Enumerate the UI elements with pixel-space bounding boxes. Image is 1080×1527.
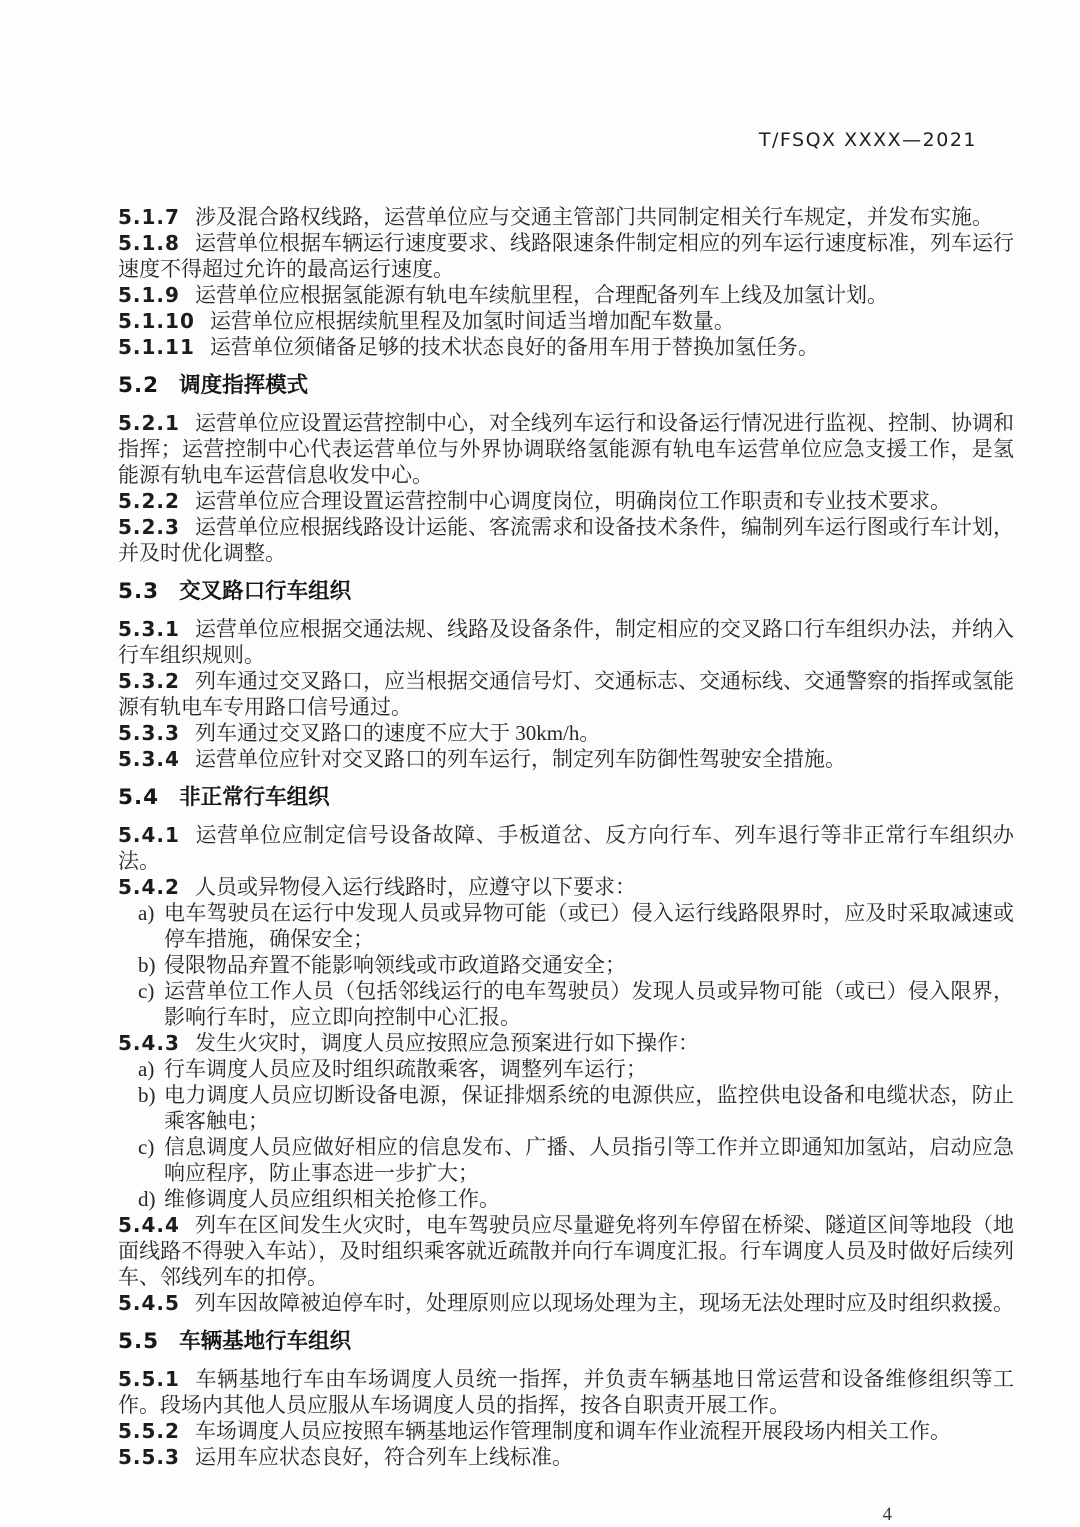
section-number: 5.3 xyxy=(118,579,160,604)
section-heading xyxy=(118,1329,1014,1355)
clause-number: 5.3.4 xyxy=(118,747,180,771)
section-title: 交叉路口行车组织 xyxy=(179,579,352,604)
list-item-label: c) xyxy=(138,1135,155,1159)
clause xyxy=(118,204,1014,230)
list-item-label: b) xyxy=(138,953,156,977)
list-item xyxy=(138,952,1014,978)
clause-text: 运营单位应根据交通法规、线路及设备条件，制定相应的交叉路口行车组织办法，并纳入行车组织规则。 xyxy=(118,617,1014,667)
section-number: 5.5 xyxy=(118,1329,160,1354)
clause xyxy=(118,616,1014,668)
clause xyxy=(118,668,1014,720)
clause-sublist xyxy=(118,900,1014,1030)
list-item xyxy=(138,900,1014,952)
clause-text: 车场调度人员应按照车辆基地运作管理制度和调车作业流程开展段场内相关工作。 xyxy=(194,1419,951,1443)
clause-number: 5.3.2 xyxy=(118,669,180,693)
clause-text: 列车因故障被迫停车时，处理原则应以现场处理为主，现场无法处理时应及时组织救援。 xyxy=(194,1291,1014,1315)
clause xyxy=(118,822,1014,874)
clause-number: 5.1.9 xyxy=(118,283,180,307)
clause-text: 列车通过交叉路口，应当根据交通信号灯、交通标志、交通标线、交通警察的指挥或氢能源有轨电车专用路口信号通过。 xyxy=(118,669,1014,719)
clause xyxy=(118,1418,1014,1444)
list-item-label: a) xyxy=(138,1057,155,1081)
clause-text: 运营单位应合理设置运营控制中心调度岗位，明确岗位工作职责和专业技术要求。 xyxy=(194,489,951,513)
section-title: 非正常行车组织 xyxy=(179,785,330,810)
standard-code-header: T/FSQX XXXX—2021 xyxy=(758,129,977,151)
clause-number: 5.4.1 xyxy=(118,823,180,847)
clause-text: 运营单位应制定信号设备故障、手板道岔、反方向行车、列车退行等非正常行车组织办法。 xyxy=(118,823,1014,873)
list-item-label: b) xyxy=(138,1083,156,1107)
clause xyxy=(118,230,1014,282)
clause-number: 5.3.3 xyxy=(118,721,180,745)
clause-number: 5.1.8 xyxy=(118,231,180,255)
list-item-text: 行车调度人员应及时组织疏散乘客，调整列车运行； xyxy=(164,1057,647,1081)
clause xyxy=(118,410,1014,488)
clause-number: 5.4.2 xyxy=(118,875,180,899)
list-item-text: 侵限物品弃置不能影响领线或市政道路交通安全； xyxy=(164,953,626,977)
section-heading xyxy=(118,785,1014,811)
clause-number: 5.1.11 xyxy=(118,335,195,359)
clause xyxy=(118,746,1014,772)
clause-text: 车辆基地行车由车场调度人员统一指挥，并负责车辆基地日常运营和设备维修组织等工作。段场内其他人员应服从车场调度人员的指挥，按各自职责开展工作。 xyxy=(118,1367,1014,1417)
list-item-text: 电力调度人员应切断设备电源，保证排烟系统的电源供应，监控供电设备和电缆状态，防止乘客触电； xyxy=(164,1083,1014,1133)
clause xyxy=(118,488,1014,514)
list-item xyxy=(138,1082,1014,1134)
clause-text: 人员或异物侵入运行线路时，应遵守以下要求： xyxy=(194,875,636,899)
clause-number: 5.1.10 xyxy=(118,309,195,333)
clause-number: 5.5.1 xyxy=(118,1367,180,1391)
list-item-text: 运营单位工作人员（包括邻线运行的电车驾驶员）发现人员或异物可能（或已）侵入限界，影响行车时，应立即向控制中心汇报。 xyxy=(164,979,1014,1029)
clause-text: 涉及混合路权线路，运营单位应与交通主管部门共同制定相关行车规定，并发布实施。 xyxy=(194,205,993,229)
page-number: 4 xyxy=(882,1504,892,1525)
list-item-text: 信息调度人员应做好相应的信息发布、广播、人员指引等工作并立即通知加氢站，启动应急响应程序，防止事态进一步扩大； xyxy=(164,1135,1014,1185)
section-number: 5.2 xyxy=(118,373,160,398)
clause-text: 列车在区间发生火灾时，电车驾驶员应尽量避免将列车停留在桥梁、隧道区间等地段（地面线路不得驶入车站），及时组织乘客就近疏散并向行车调度汇报。行车调度人员及时做好后续列车、邻线列车的扣停。 xyxy=(118,1213,1014,1289)
clause xyxy=(118,334,1014,360)
section-heading xyxy=(118,579,1014,605)
list-item-label: a) xyxy=(138,901,155,925)
clause-number: 5.2.2 xyxy=(118,489,180,513)
clause xyxy=(118,308,1014,334)
clause-number: 5.4.3 xyxy=(118,1031,180,1055)
clause xyxy=(118,1444,1014,1470)
clause xyxy=(118,1030,1014,1056)
clause xyxy=(118,1366,1014,1418)
clause-number: 5.4.5 xyxy=(118,1291,180,1315)
list-item xyxy=(138,1134,1014,1186)
clause-text: 运用车应状态良好，符合列车上线标准。 xyxy=(194,1445,573,1469)
clause-text: 运营单位应设置运营控制中心，对全线列车运行和设备运行情况进行监视、控制、协调和指挥；运营控制中心代表运营单位与外界协调联络氢能源有轨电车运营单位应急支援工作，是氢能源有轨电车运营信息收发中心。 xyxy=(118,411,1014,487)
clause-number: 5.2.3 xyxy=(118,515,180,539)
list-item-label: c) xyxy=(138,979,155,1003)
clause-text: 运营单位须储备足够的技术状态良好的备用车用于替换加氢任务。 xyxy=(209,335,819,359)
clause xyxy=(118,874,1014,900)
clause-text: 运营单位应针对交叉路口的列车运行，制定列车防御性驾驶安全措施。 xyxy=(194,747,846,771)
clause-text: 运营单位应根据续航里程及加氢时间适当增加配车数量。 xyxy=(209,309,735,333)
clause-sublist xyxy=(118,1056,1014,1212)
clause xyxy=(118,1212,1014,1290)
section-heading xyxy=(118,373,1014,399)
clause xyxy=(118,1290,1014,1316)
clause xyxy=(118,514,1014,566)
list-item-text: 电车驾驶员在运行中发现人员或异物可能（或已）侵入运行线路限界时，应及时采取减速或停车措施，确保安全； xyxy=(164,901,1014,951)
section-title: 车辆基地行车组织 xyxy=(179,1329,352,1354)
page-footer xyxy=(118,1504,1014,1526)
clause xyxy=(118,720,1014,746)
clause-text: 运营单位应根据线路设计运能、客流需求和设备技术条件，编制列车运行图或行车计划，并及时优化调整。 xyxy=(118,515,1014,565)
clause-number: 5.1.7 xyxy=(118,205,180,229)
list-item xyxy=(138,1056,1014,1082)
section-number: 5.4 xyxy=(118,785,160,810)
list-item xyxy=(138,1186,1014,1212)
list-item xyxy=(138,978,1014,1030)
list-item-label: d) xyxy=(138,1187,156,1211)
clause-number: 5.2.1 xyxy=(118,411,180,435)
clause-text: 发生火灾时，调度人员应按照应急预案进行如下操作： xyxy=(194,1031,699,1055)
clause-number: 5.5.2 xyxy=(118,1419,180,1443)
clause-number: 5.4.4 xyxy=(118,1213,180,1237)
list-item-text: 维修调度人员应组织相关抢修工作。 xyxy=(164,1187,500,1211)
clause-text: 运营单位应根据氢能源有轨电车续航里程，合理配备列车上线及加氢计划。 xyxy=(194,283,888,307)
document-body xyxy=(118,204,1014,1526)
clause-number: 5.5.3 xyxy=(118,1445,180,1469)
clause-text: 列车通过交叉路口的速度不应大于 30km/h。 xyxy=(194,721,601,745)
section-title: 调度指挥模式 xyxy=(179,373,309,398)
clause xyxy=(118,282,1014,308)
clause-number: 5.3.1 xyxy=(118,617,180,641)
clause-text: 运营单位根据车辆运行速度要求、线路限速条件制定相应的列车运行速度标准，列车运行速度不得超过允许的最高运行速度。 xyxy=(118,231,1014,281)
